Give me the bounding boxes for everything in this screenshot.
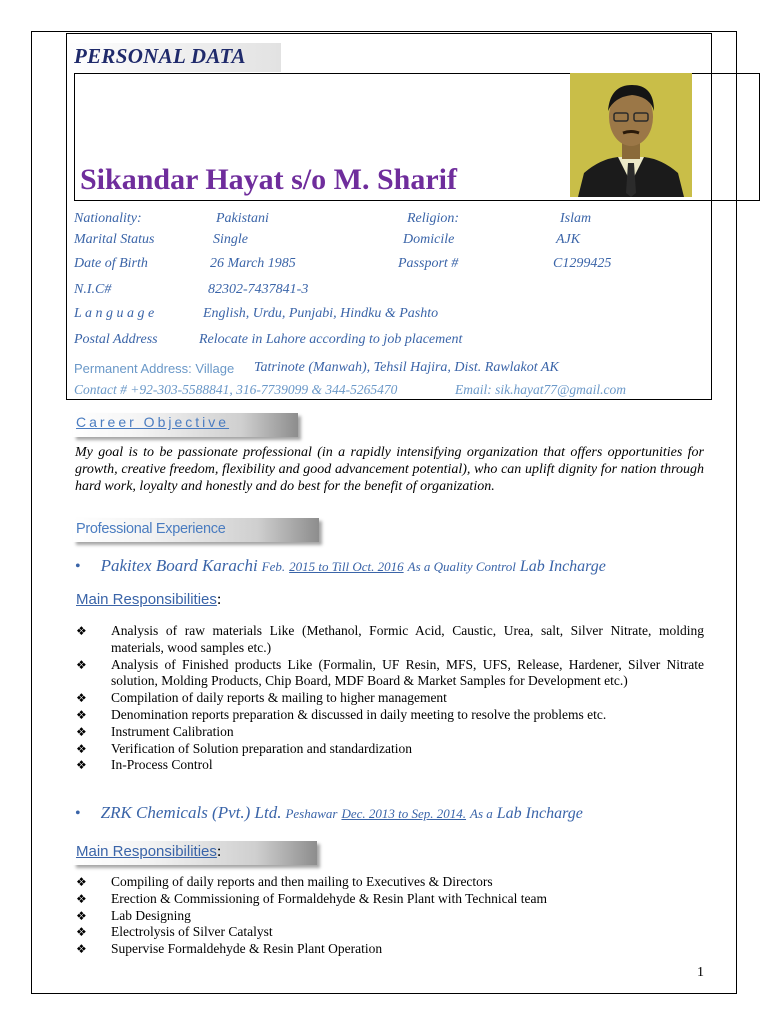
- page-title: PERSONAL DATA: [74, 44, 246, 68]
- job-role: Lab Incharge: [519, 558, 606, 575]
- list-item: ❖ Erection & Commissioning of Formaldehyde & Resin Plant with Technical team: [76, 890, 547, 906]
- responsibilities-heading-2: [76, 843, 221, 861]
- dob-label: Date of Birth: [74, 256, 148, 271]
- nic-label: N.I.C#: [74, 282, 112, 297]
- nationality-value: Pakistani: [216, 211, 269, 226]
- responsibilities-list-2: [76, 874, 704, 958]
- language-label: L a n g u a g e: [74, 306, 155, 321]
- nationality-label: Nationality:: [74, 211, 142, 226]
- nic-value: 82302-7437841-3: [208, 282, 309, 297]
- job-entry-zrk: [75, 803, 583, 823]
- job-dates: Dec. 2013 to Sep. 2014.: [341, 806, 467, 821]
- company-name: Pakitex Board Karachi: [100, 556, 258, 575]
- list-item: ❖ Supervise Formaldehyde & Resin Plant Operation: [76, 941, 383, 957]
- list-item: ❖ Analysis of raw materials Like (Methanol, Formic Acid, Caustic, Urea, salt, Silver Nitrate, molding materials, wood samples etc.): [76, 623, 704, 655]
- job-position-prefix: As a: [470, 806, 493, 821]
- career-objective-heading: Career Objective: [76, 414, 230, 430]
- marital-label: Marital Status: [74, 232, 155, 247]
- passport-label: Passport #: [398, 256, 459, 271]
- responsibilities-colon: :: [216, 843, 222, 860]
- list-item: ❖ Instrument Calibration: [76, 723, 234, 739]
- job-pre-dates: Feb.: [261, 559, 286, 574]
- language-value: English, Urdu, Punjabi, Hindku & Pashto: [203, 306, 439, 321]
- diamond-bullet-icon: ❖: [76, 741, 87, 756]
- dob-value: 26 March 1985: [210, 256, 296, 271]
- diamond-bullet-icon: ❖: [76, 942, 87, 957]
- candidate-name: Sikandar Hayat s/o M. Sharif: [80, 163, 458, 196]
- domicile-value: AJK: [556, 232, 581, 247]
- responsibilities-heading-1: [76, 591, 221, 609]
- diamond-bullet-icon: ❖: [76, 891, 87, 906]
- company-name: ZRK Chemicals (Pvt.) Ltd.: [100, 803, 282, 822]
- marital-value: Single: [213, 232, 248, 247]
- responsibilities-colon: :: [216, 591, 222, 608]
- diamond-bullet-icon: ❖: [76, 908, 87, 923]
- list-item: ❖ Lab Designing: [76, 907, 191, 923]
- list-item: ❖ Compiling of daily reports and then mailing to Executives & Directors: [76, 874, 493, 889]
- diamond-bullet-icon: ❖: [76, 875, 87, 889]
- job-dates: 2015 to Till Oct. 2016: [289, 559, 404, 574]
- list-item: ❖ Compilation of daily reports & mailing to higher management: [76, 690, 447, 706]
- bullet-icon: •: [75, 558, 81, 575]
- permanent-address-label: Permanent Address: Village: [74, 361, 235, 376]
- diamond-bullet-icon: ❖: [76, 758, 87, 773]
- passport-value: C1299425: [553, 256, 612, 271]
- job-position-prefix: As a Quality Control: [407, 559, 516, 574]
- contact-numbers: Contact # +92-303-5588841, 316-7739099 & 344-5265470: [74, 382, 398, 397]
- permanent-address-value: Tatrinote (Manwah), Tehsil Hajira, Dist. Rawlakot AK: [254, 360, 559, 375]
- diamond-bullet-icon: ❖: [76, 925, 87, 940]
- bullet-icon: •: [75, 805, 81, 822]
- list-item: ❖ In-Process Control: [76, 757, 213, 773]
- diamond-bullet-icon: ❖: [76, 724, 87, 739]
- domicile-label: Domicile: [403, 232, 455, 247]
- responsibilities-label: Main Responsibilities: [76, 591, 217, 608]
- responsibilities-list-1: [76, 623, 704, 774]
- profile-photo: [570, 73, 692, 197]
- list-item: ❖ Verification of Solution preparation and standardization: [76, 740, 413, 756]
- career-objective-text: My goal is to be passionate professional (in a rapidly intensifying organization that offers opportunities for growth, creative freedom, flexibility and good advancement potential), who can uplift dignity for nation through hard work, loyalty and honestly and do best for the benefit of organization.: [75, 445, 704, 494]
- postal-value: Relocate in Lahore according to job placement: [199, 332, 463, 347]
- experience-heading: Professional Experience: [76, 521, 226, 537]
- religion-label: Religion:: [407, 211, 460, 226]
- list-item: ❖ Denomination reports preparation & discussed in daily meeting to resolve the problems etc.: [76, 706, 607, 722]
- email-address[interactable]: Email: sik.hayat77@gmail.com: [455, 382, 627, 397]
- diamond-bullet-icon: ❖: [76, 691, 87, 706]
- person-photo-icon: [570, 73, 692, 197]
- list-item: ❖ Analysis of Finished products Like (Formalin, UF Resin, MFS, UFS, Release, Hardener, Silver Nitrate solution, Molding Products, Chip Board, MDF Board & Market Samples for Development etc.): [76, 656, 704, 689]
- diamond-bullet-icon: ❖: [76, 624, 87, 638]
- postal-label: Postal Address: [74, 332, 158, 347]
- religion-value: Islam: [560, 211, 592, 226]
- responsibilities-label: Main Responsibilities: [76, 843, 217, 860]
- job-entry-pakitex: [75, 556, 606, 576]
- page-number: 1: [697, 965, 704, 980]
- job-pre-dates: Peshawar: [285, 806, 338, 821]
- job-role: Lab Incharge: [496, 805, 583, 822]
- diamond-bullet-icon: ❖: [76, 707, 87, 722]
- list-item: ❖ Electrolysis of Silver Catalyst: [76, 924, 273, 940]
- diamond-bullet-icon: ❖: [76, 657, 87, 672]
